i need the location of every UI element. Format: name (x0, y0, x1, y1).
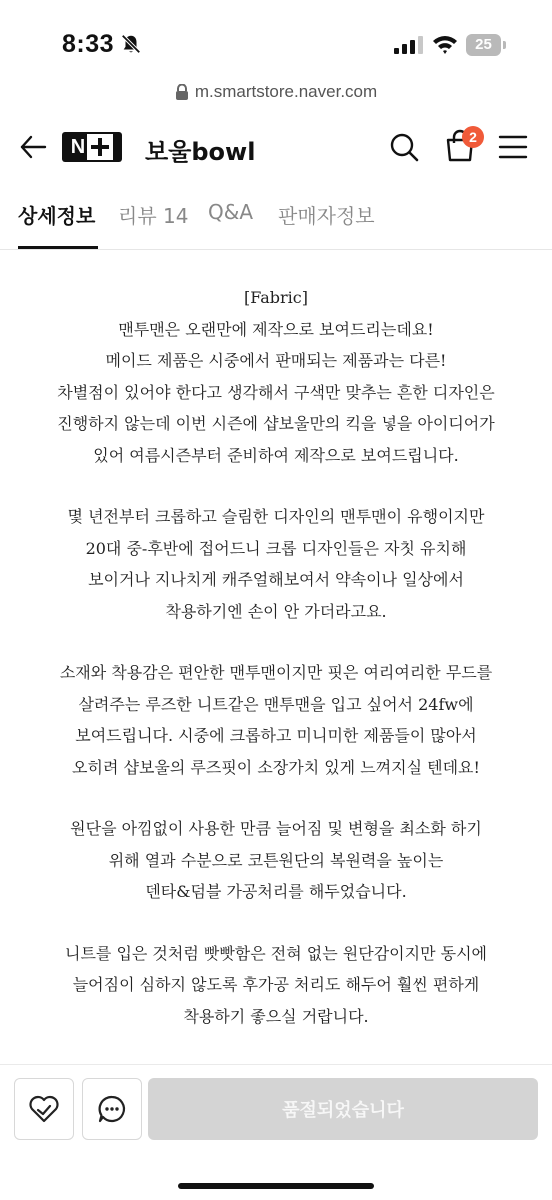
description-line: 몇 년전부터 크롭하고 슬림한 디자인의 맨투맨이 유행이지만 (67, 507, 485, 526)
description-line: 니트를 입은 것처럼 빳빳함은 전혀 없는 원단감이지만 동시에 (64, 943, 487, 963)
description-paragraph (0, 501, 552, 627)
status-time: 8:33 (62, 30, 115, 58)
description-line: 덴타&덤블 가공처리를 해두었습니다. (145, 882, 407, 901)
chat-button[interactable] (82, 1078, 142, 1140)
heart-check-icon (27, 1092, 61, 1126)
tab-seller-info[interactable]: 판매자정보 (278, 204, 375, 228)
status-bar (0, 0, 552, 80)
description-line: 20대 중-후반에 접어드니 크롭 디자인들은 자칫 유치해 (85, 538, 467, 558)
bell-slash-icon (120, 33, 142, 55)
url-bar[interactable] (0, 82, 552, 110)
description-line: 착용하기 좋으실 거랍니다. (183, 1006, 369, 1026)
back-arrow-icon[interactable] (18, 132, 48, 162)
battery-icon (466, 34, 506, 56)
store-name[interactable]: 보울bowl (145, 138, 256, 166)
search-icon[interactable] (388, 131, 420, 163)
wishlist-button[interactable] (14, 1078, 74, 1140)
description-paragraph (0, 282, 552, 471)
description-line: 보이거나 지나치게 캐주얼해보여서 약속이나 일상에서 (88, 570, 464, 589)
description-line: 차별점이 있어야 한다고 생각해서 구색만 맞추는 흔한 디자인은 (57, 382, 495, 402)
product-tabs (0, 184, 552, 250)
lock-icon (175, 84, 189, 100)
description-line: 오히려 샵보울의 루즈핏이 소장가치 있게 느껴지실 텐데요! (72, 757, 480, 777)
naver-plus-logo[interactable] (62, 132, 122, 162)
active-tab-indicator (18, 246, 98, 249)
soldout-button[interactable]: 품절되었습니다 (148, 1078, 538, 1140)
tab-reviews[interactable]: 리뷰 14 (118, 204, 189, 228)
description-line: 착용하기엔 손이 안 가더라고요. (165, 601, 387, 621)
store-header (0, 118, 552, 180)
tab-qna[interactable]: Q&A (208, 200, 254, 224)
url-text: m.smartstore.naver.com (194, 82, 378, 101)
description-line: 살려주는 루즈한 니트같은 맨투맨을 입고 싶어서 24fw에 (78, 694, 474, 714)
cart-count-badge: 2 (462, 126, 484, 148)
description-line: 원단을 아낌없이 사용한 만큼 늘어짐 및 변형을 최소화 하기 (70, 819, 482, 838)
description-line: 소재와 착용감은 편안한 맨투맨이지만 핏은 여리여리한 무드를 (59, 663, 493, 682)
description-line: 보여드립니다. 시중에 크롭하고 미니미한 제품들이 많아서 (75, 726, 477, 745)
plus-icon (87, 134, 113, 160)
description-line: 있어 여름시즌부터 준비하여 제작으로 보여드립니다. (93, 445, 459, 465)
description-line: 위해 열과 수분으로 코튼원단의 복원력을 높이는 (108, 850, 444, 870)
menu-icon[interactable] (498, 132, 528, 162)
home-indicator[interactable] (178, 1183, 374, 1189)
signal-icon (394, 36, 424, 54)
description-line: 진행하지 않는데 이번 시즌에 샵보울만의 킥을 넣을 아이디어가 (57, 414, 495, 433)
description-line: 늘어짐이 심하지 않도록 후가공 처리도 해두어 훨씬 편하게 (72, 975, 480, 994)
purchase-bar (0, 1064, 552, 1200)
description-paragraph (0, 657, 552, 783)
description-line: 메이드 제품은 시중에서 판매되는 제품과는 다른! (105, 351, 447, 370)
description-line: [Fabric] (243, 288, 308, 307)
battery-level: 25 (466, 34, 501, 56)
product-description (0, 282, 552, 1032)
logo-letter: N (70, 135, 86, 158)
wifi-icon (432, 33, 458, 55)
chat-icon (96, 1093, 128, 1125)
description-line: 맨투맨은 오랜만에 제작으로 보여드리는데요! (118, 319, 434, 339)
description-paragraph (0, 938, 552, 1033)
description-paragraph (0, 813, 552, 908)
tab-detail-info[interactable]: 상세정보 (18, 204, 96, 228)
